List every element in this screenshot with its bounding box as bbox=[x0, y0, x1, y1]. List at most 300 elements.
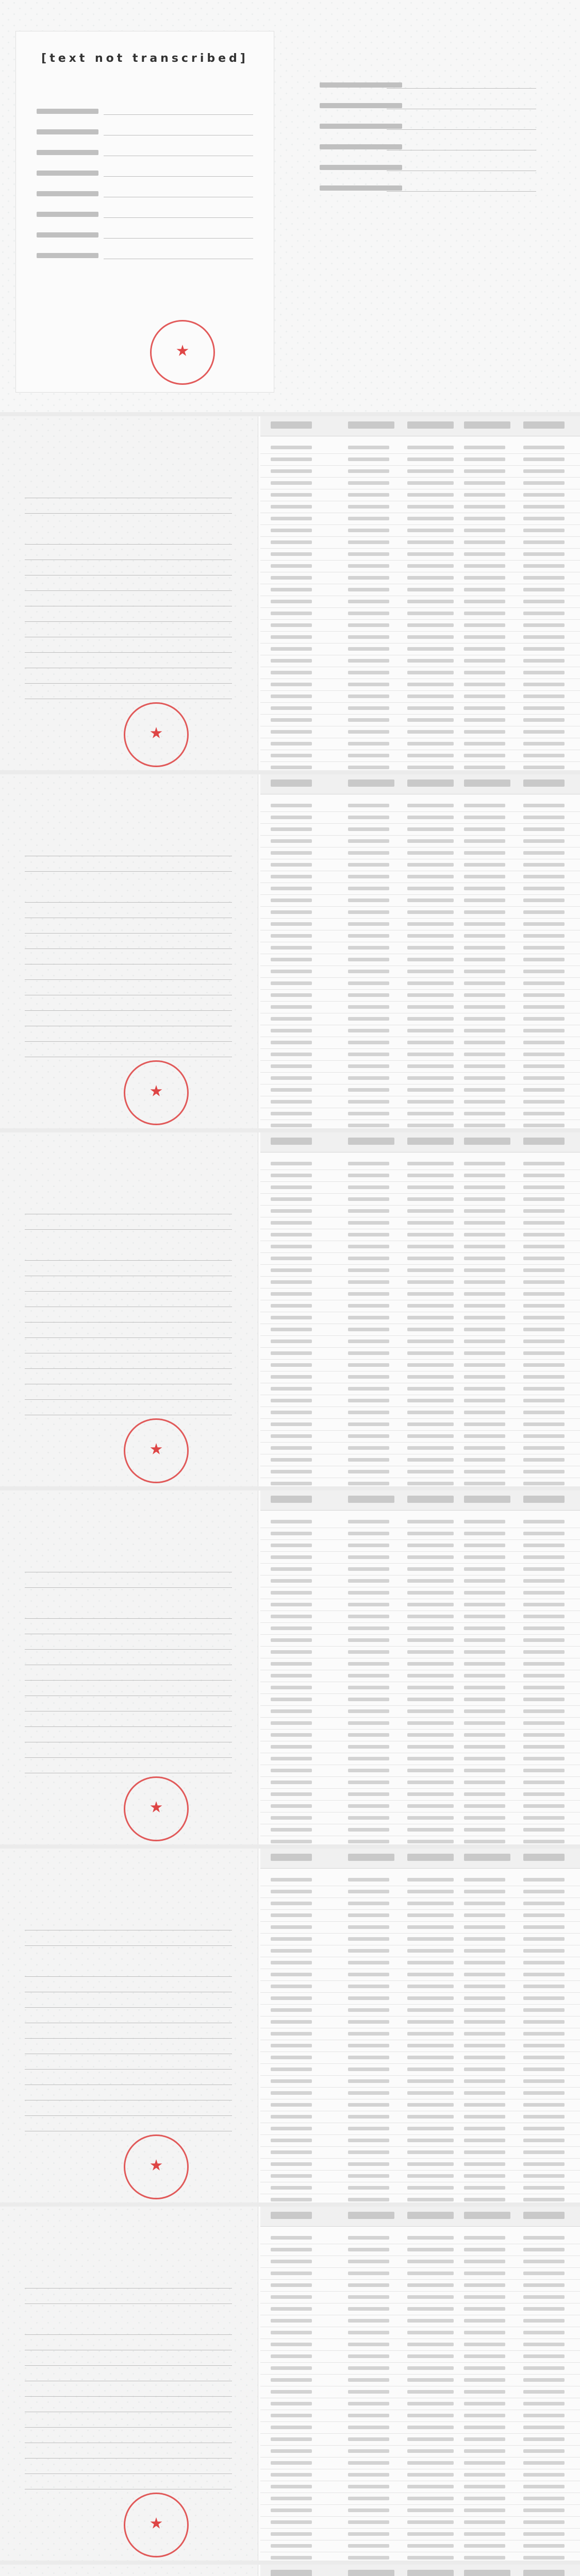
table-cell bbox=[348, 970, 389, 973]
table-cell bbox=[523, 839, 565, 843]
table-cell bbox=[407, 529, 454, 532]
table-cell bbox=[271, 1925, 312, 1929]
certificate-field bbox=[37, 181, 253, 201]
table-cell bbox=[523, 659, 565, 663]
table-cell bbox=[523, 1422, 565, 1426]
table-cell bbox=[523, 934, 565, 938]
table-cell bbox=[348, 1985, 389, 1988]
table-cell bbox=[464, 2556, 505, 2560]
table-cell bbox=[464, 2139, 505, 2142]
table-cell bbox=[523, 1745, 565, 1749]
table-cell bbox=[523, 1340, 565, 1343]
table-row bbox=[260, 1575, 580, 1587]
table-cell bbox=[271, 1769, 312, 1772]
table-cell bbox=[348, 2532, 389, 2536]
table-cell bbox=[271, 910, 312, 914]
table-rows bbox=[260, 1158, 580, 1490]
table-row bbox=[260, 1993, 580, 2005]
permit-field bbox=[25, 2122, 232, 2131]
table-cell bbox=[348, 1878, 389, 1882]
table-cell bbox=[271, 1124, 312, 1127]
table-cell bbox=[348, 671, 389, 674]
table-cell bbox=[523, 1363, 565, 1367]
table-cell bbox=[523, 922, 565, 926]
table-cell bbox=[271, 1650, 312, 1654]
table-row bbox=[260, 2232, 580, 2244]
table-row bbox=[260, 2064, 580, 2076]
table-cell bbox=[464, 1351, 505, 1355]
table-cell bbox=[464, 1053, 505, 1056]
table-cell bbox=[271, 1185, 312, 1189]
table-cell bbox=[348, 2307, 389, 2311]
table-row bbox=[260, 1395, 580, 1407]
table-cell bbox=[523, 2366, 565, 2370]
table-cell bbox=[271, 2390, 312, 2394]
table-cell bbox=[523, 2307, 565, 2311]
table-cell bbox=[523, 2509, 565, 2512]
table-cell bbox=[523, 1781, 565, 1784]
table-cell bbox=[348, 635, 389, 639]
table-cell bbox=[407, 2437, 454, 2441]
table-cell bbox=[348, 2260, 389, 2263]
table-cell bbox=[407, 1053, 454, 1056]
permit-field bbox=[25, 1717, 232, 1727]
table-cell bbox=[523, 1064, 565, 1068]
table-cell bbox=[464, 1757, 505, 1760]
table-cell bbox=[464, 576, 505, 580]
table-cell bbox=[348, 2139, 389, 2142]
table-cell bbox=[464, 2343, 505, 2346]
table-cell bbox=[464, 1816, 505, 1820]
table-cell bbox=[271, 647, 312, 651]
table-row bbox=[260, 1466, 580, 1478]
table-cell bbox=[464, 493, 505, 497]
permit-field bbox=[25, 1405, 232, 1415]
table-cell bbox=[523, 671, 565, 674]
table-cell bbox=[348, 1316, 389, 1319]
table-cell bbox=[348, 1328, 389, 1331]
permit-table bbox=[260, 1132, 580, 1486]
table-cell bbox=[407, 1280, 454, 1284]
table-cell bbox=[348, 623, 389, 627]
permit-header bbox=[28, 795, 229, 800]
table-row bbox=[260, 2028, 580, 2040]
table-row bbox=[260, 1824, 580, 1836]
table-cell bbox=[407, 1387, 454, 1391]
table-cell bbox=[407, 517, 454, 520]
page-divider bbox=[0, 770, 580, 774]
table-cell bbox=[523, 1721, 565, 1725]
table-cell bbox=[464, 1245, 505, 1248]
table-cell bbox=[464, 1434, 505, 1438]
table-cell bbox=[407, 2485, 454, 2488]
table-row bbox=[260, 2469, 580, 2481]
table-row bbox=[260, 1013, 580, 1025]
table-cell bbox=[271, 1064, 312, 1068]
table-cell bbox=[523, 887, 565, 890]
table-cell bbox=[271, 2414, 312, 2417]
table-header-cell bbox=[348, 1854, 394, 1861]
permit-field bbox=[25, 2091, 232, 2100]
table-cell bbox=[348, 2556, 389, 2560]
table-cell bbox=[348, 1804, 389, 1808]
table-cell bbox=[271, 1638, 312, 1642]
table-cell bbox=[523, 1434, 565, 1438]
table-row bbox=[260, 537, 580, 549]
table-cell bbox=[271, 1304, 312, 1308]
table-cell bbox=[348, 2449, 389, 2453]
table-cell bbox=[407, 2150, 454, 2154]
table-cell bbox=[523, 1567, 565, 1571]
table-row bbox=[260, 1528, 580, 1540]
table-cell bbox=[407, 804, 454, 807]
table-cell bbox=[271, 1828, 312, 1832]
table-cell bbox=[523, 993, 565, 997]
table-cell bbox=[348, 1650, 389, 1654]
permit-left-document bbox=[0, 2565, 258, 2576]
table-cell bbox=[464, 718, 505, 722]
page-divider bbox=[0, 1128, 580, 1132]
table-row bbox=[260, 655, 580, 667]
table-cell bbox=[348, 600, 389, 603]
table-cell bbox=[407, 2248, 454, 2251]
table-cell bbox=[464, 1482, 505, 1485]
table-cell bbox=[348, 1422, 389, 1426]
table-cell bbox=[464, 2067, 505, 2071]
table-cell bbox=[464, 981, 505, 985]
table-cell bbox=[523, 529, 565, 532]
table-cell bbox=[407, 1328, 454, 1331]
table-cell bbox=[407, 1029, 454, 1032]
permit-field bbox=[25, 1032, 232, 1042]
table-cell bbox=[348, 1902, 389, 1905]
table-cell bbox=[407, 2366, 454, 2370]
table-cell bbox=[271, 1567, 312, 1571]
table-cell bbox=[407, 1363, 454, 1367]
table-cell bbox=[407, 1781, 454, 1784]
table-cell bbox=[271, 2008, 312, 2012]
table-header bbox=[260, 1849, 580, 1869]
table-cell bbox=[407, 934, 454, 938]
table-cell bbox=[464, 1840, 505, 1843]
table-cell bbox=[464, 635, 505, 639]
table-cell bbox=[523, 2532, 565, 2536]
table-row bbox=[260, 1801, 580, 1812]
table-cell bbox=[348, 1555, 389, 1559]
table-cell bbox=[523, 910, 565, 914]
table-cell bbox=[271, 2437, 312, 2441]
table-cell bbox=[407, 958, 454, 961]
table-cell bbox=[407, 2532, 454, 2536]
table-cell bbox=[523, 1769, 565, 1772]
table-cell bbox=[464, 1890, 505, 1893]
table-cell bbox=[271, 2343, 312, 2346]
table-cell bbox=[271, 2532, 312, 2536]
table-cell bbox=[271, 2056, 312, 2059]
table-cell bbox=[271, 2248, 312, 2251]
table-cell bbox=[523, 1828, 565, 1832]
permit-field bbox=[25, 1936, 232, 1946]
table-cell bbox=[407, 1399, 454, 1402]
permit-field bbox=[25, 1313, 232, 1323]
table-cell bbox=[523, 1446, 565, 1450]
table-cell bbox=[348, 922, 389, 926]
table-cell bbox=[407, 2307, 454, 2311]
table-row bbox=[260, 703, 580, 715]
certificate-field bbox=[37, 98, 253, 119]
table-cell bbox=[348, 2272, 389, 2275]
table-cell bbox=[464, 540, 505, 544]
table-cell bbox=[348, 1185, 389, 1189]
table-cell bbox=[464, 863, 505, 867]
table-row bbox=[260, 2458, 580, 2469]
table-cell bbox=[348, 2343, 389, 2346]
table-cell bbox=[271, 1268, 312, 1272]
table-cell bbox=[271, 1458, 312, 1462]
table-cell bbox=[407, 816, 454, 819]
table-cell bbox=[271, 1686, 312, 1689]
table-cell bbox=[407, 1878, 454, 1882]
table-cell bbox=[464, 2115, 505, 2119]
table-cell bbox=[271, 899, 312, 902]
table-cell bbox=[464, 1411, 505, 1414]
table-cell bbox=[523, 1792, 565, 1796]
table-cell bbox=[407, 2198, 454, 2201]
table-cell bbox=[407, 481, 454, 485]
table-cell bbox=[271, 970, 312, 973]
table-row bbox=[260, 2159, 580, 2171]
table-cell bbox=[407, 2272, 454, 2275]
table-cell bbox=[407, 1902, 454, 1905]
table-row bbox=[260, 1886, 580, 1898]
table-cell bbox=[523, 899, 565, 902]
table-cell bbox=[464, 1937, 505, 1941]
table-cell bbox=[407, 576, 454, 580]
table-cell bbox=[523, 1458, 565, 1462]
permit-field bbox=[25, 1251, 232, 1261]
table-row bbox=[260, 2386, 580, 2398]
table-cell bbox=[271, 1257, 312, 1260]
table-cell bbox=[271, 1328, 312, 1331]
permit-field bbox=[25, 1375, 232, 1384]
table-cell bbox=[523, 1902, 565, 1905]
table-cell bbox=[271, 766, 312, 769]
table-cell bbox=[271, 2091, 312, 2095]
table-cell bbox=[271, 2509, 312, 2512]
table-cell bbox=[523, 730, 565, 734]
permit-field bbox=[25, 1686, 232, 1696]
table-cell bbox=[348, 564, 389, 568]
table-cell bbox=[348, 934, 389, 938]
table-cell bbox=[407, 1937, 454, 1941]
table-cell bbox=[407, 970, 454, 973]
table-cell bbox=[523, 540, 565, 544]
permit-field bbox=[25, 955, 232, 964]
table-row bbox=[260, 608, 580, 620]
table-cell bbox=[348, 1544, 389, 1547]
table-cell bbox=[271, 2150, 312, 2154]
permit-field bbox=[25, 2371, 232, 2381]
table-row bbox=[260, 2076, 580, 2088]
table-cell bbox=[523, 2091, 565, 2095]
table-cell bbox=[464, 1029, 505, 1032]
table-cell bbox=[271, 1422, 312, 1426]
table-cell bbox=[407, 2020, 454, 2024]
table-cell bbox=[271, 505, 312, 509]
table-cell bbox=[348, 1233, 389, 1236]
table-cell bbox=[523, 816, 565, 819]
permit-left-document bbox=[0, 1132, 258, 1486]
table-row bbox=[260, 1277, 580, 1289]
table-cell bbox=[271, 2283, 312, 2287]
table-cell bbox=[348, 887, 389, 890]
table-row bbox=[260, 800, 580, 812]
table-cell bbox=[348, 1162, 389, 1165]
table-cell bbox=[464, 552, 505, 556]
table-cell bbox=[464, 457, 505, 461]
table-cell bbox=[271, 1615, 312, 1618]
permit-field bbox=[25, 1282, 232, 1292]
table-cell bbox=[523, 2186, 565, 2190]
table-header-cell bbox=[271, 421, 312, 429]
table-cell bbox=[523, 612, 565, 615]
table-cell bbox=[271, 1961, 312, 1964]
table-row bbox=[260, 2517, 580, 2529]
table-cell bbox=[464, 1961, 505, 1964]
table-cell bbox=[271, 2139, 312, 2142]
table-rows bbox=[260, 2232, 580, 2564]
table-cell bbox=[348, 1662, 389, 1666]
table-row bbox=[260, 1647, 580, 1658]
table-row bbox=[260, 848, 580, 859]
table-cell bbox=[271, 730, 312, 734]
permit-field bbox=[25, 2013, 232, 2023]
table-row bbox=[260, 1194, 580, 1206]
table-cell bbox=[271, 1721, 312, 1725]
table-cell bbox=[271, 481, 312, 485]
table-cell bbox=[523, 1316, 565, 1319]
table-cell bbox=[348, 1280, 389, 1284]
table-row bbox=[260, 1789, 580, 1801]
table-cell bbox=[523, 1233, 565, 1236]
table-cell bbox=[464, 1769, 505, 1772]
table-cell bbox=[464, 1041, 505, 1044]
table-cell bbox=[464, 2032, 505, 2036]
table-cell bbox=[523, 2497, 565, 2500]
page-divider bbox=[0, 2202, 580, 2207]
table-header-cell bbox=[407, 779, 454, 787]
table-cell bbox=[348, 517, 389, 520]
permit-field bbox=[25, 643, 232, 653]
table-cell bbox=[523, 1304, 565, 1308]
table-cell bbox=[464, 887, 505, 890]
table-row bbox=[260, 1073, 580, 1084]
table-cell bbox=[271, 922, 312, 926]
table-cell bbox=[407, 1458, 454, 1462]
table-cell bbox=[271, 1792, 312, 1796]
table-cell bbox=[271, 1100, 312, 1104]
official-stamp bbox=[150, 320, 215, 385]
table-cell bbox=[407, 1828, 454, 1832]
table-header-cell bbox=[464, 1854, 510, 1861]
table-cell bbox=[348, 1209, 389, 1213]
table-cell bbox=[271, 1781, 312, 1784]
table-cell bbox=[348, 1816, 389, 1820]
table-row bbox=[260, 1945, 580, 1957]
permit-field bbox=[25, 2449, 232, 2459]
table-header-cell bbox=[348, 2570, 394, 2576]
table-cell bbox=[271, 981, 312, 985]
table-cell bbox=[348, 1411, 389, 1414]
table-row bbox=[260, 836, 580, 848]
table-cell bbox=[464, 1446, 505, 1450]
table-cell bbox=[271, 754, 312, 757]
table-header-cell bbox=[407, 2212, 454, 2219]
table-row bbox=[260, 584, 580, 596]
table-row bbox=[260, 1206, 580, 1217]
table-cell bbox=[407, 1985, 454, 1988]
table-row bbox=[260, 750, 580, 762]
table-rows bbox=[260, 800, 580, 1132]
table-cell bbox=[523, 766, 565, 769]
table-cell bbox=[348, 2032, 389, 2036]
table-cell bbox=[348, 2020, 389, 2024]
permit-field bbox=[25, 2325, 232, 2335]
table-cell bbox=[271, 875, 312, 878]
table-row bbox=[260, 1635, 580, 1647]
table-cell bbox=[348, 1029, 389, 1032]
table-cell bbox=[523, 2236, 565, 2240]
permit-field bbox=[25, 1624, 232, 1634]
table-row bbox=[260, 2244, 580, 2256]
table-cell bbox=[348, 1387, 389, 1391]
table-cell bbox=[523, 1949, 565, 1953]
table-cell bbox=[271, 1603, 312, 1606]
table-cell bbox=[348, 446, 389, 449]
permit-field bbox=[25, 2044, 232, 2054]
table-cell bbox=[407, 2449, 454, 2453]
table-cell bbox=[271, 635, 312, 639]
table-header-cell bbox=[407, 1138, 454, 1145]
table-cell bbox=[464, 1567, 505, 1571]
table-cell bbox=[464, 754, 505, 757]
table-cell bbox=[348, 2067, 389, 2071]
table-cell bbox=[407, 899, 454, 902]
permit-page bbox=[0, 1490, 580, 1844]
table-cell bbox=[464, 2260, 505, 2263]
table-cell bbox=[348, 1112, 389, 1115]
table-row bbox=[260, 966, 580, 978]
permit-page bbox=[0, 2207, 580, 2561]
table-cell bbox=[348, 2390, 389, 2394]
table-cell bbox=[407, 1233, 454, 1236]
table-cell bbox=[523, 647, 565, 651]
table-cell bbox=[523, 2354, 565, 2358]
table-row bbox=[260, 2099, 580, 2111]
table-row bbox=[260, 1360, 580, 1371]
table-cell bbox=[271, 1985, 312, 1988]
table-cell bbox=[464, 623, 505, 627]
table-row bbox=[260, 1812, 580, 1824]
table-cell bbox=[271, 1745, 312, 1749]
table-cell bbox=[348, 1064, 389, 1068]
official-stamp bbox=[124, 1776, 189, 1841]
permit-field bbox=[25, 1205, 232, 1214]
table-cell bbox=[348, 958, 389, 961]
table-cell bbox=[348, 1292, 389, 1296]
table-cell bbox=[464, 1949, 505, 1953]
table-cell bbox=[271, 1292, 312, 1296]
